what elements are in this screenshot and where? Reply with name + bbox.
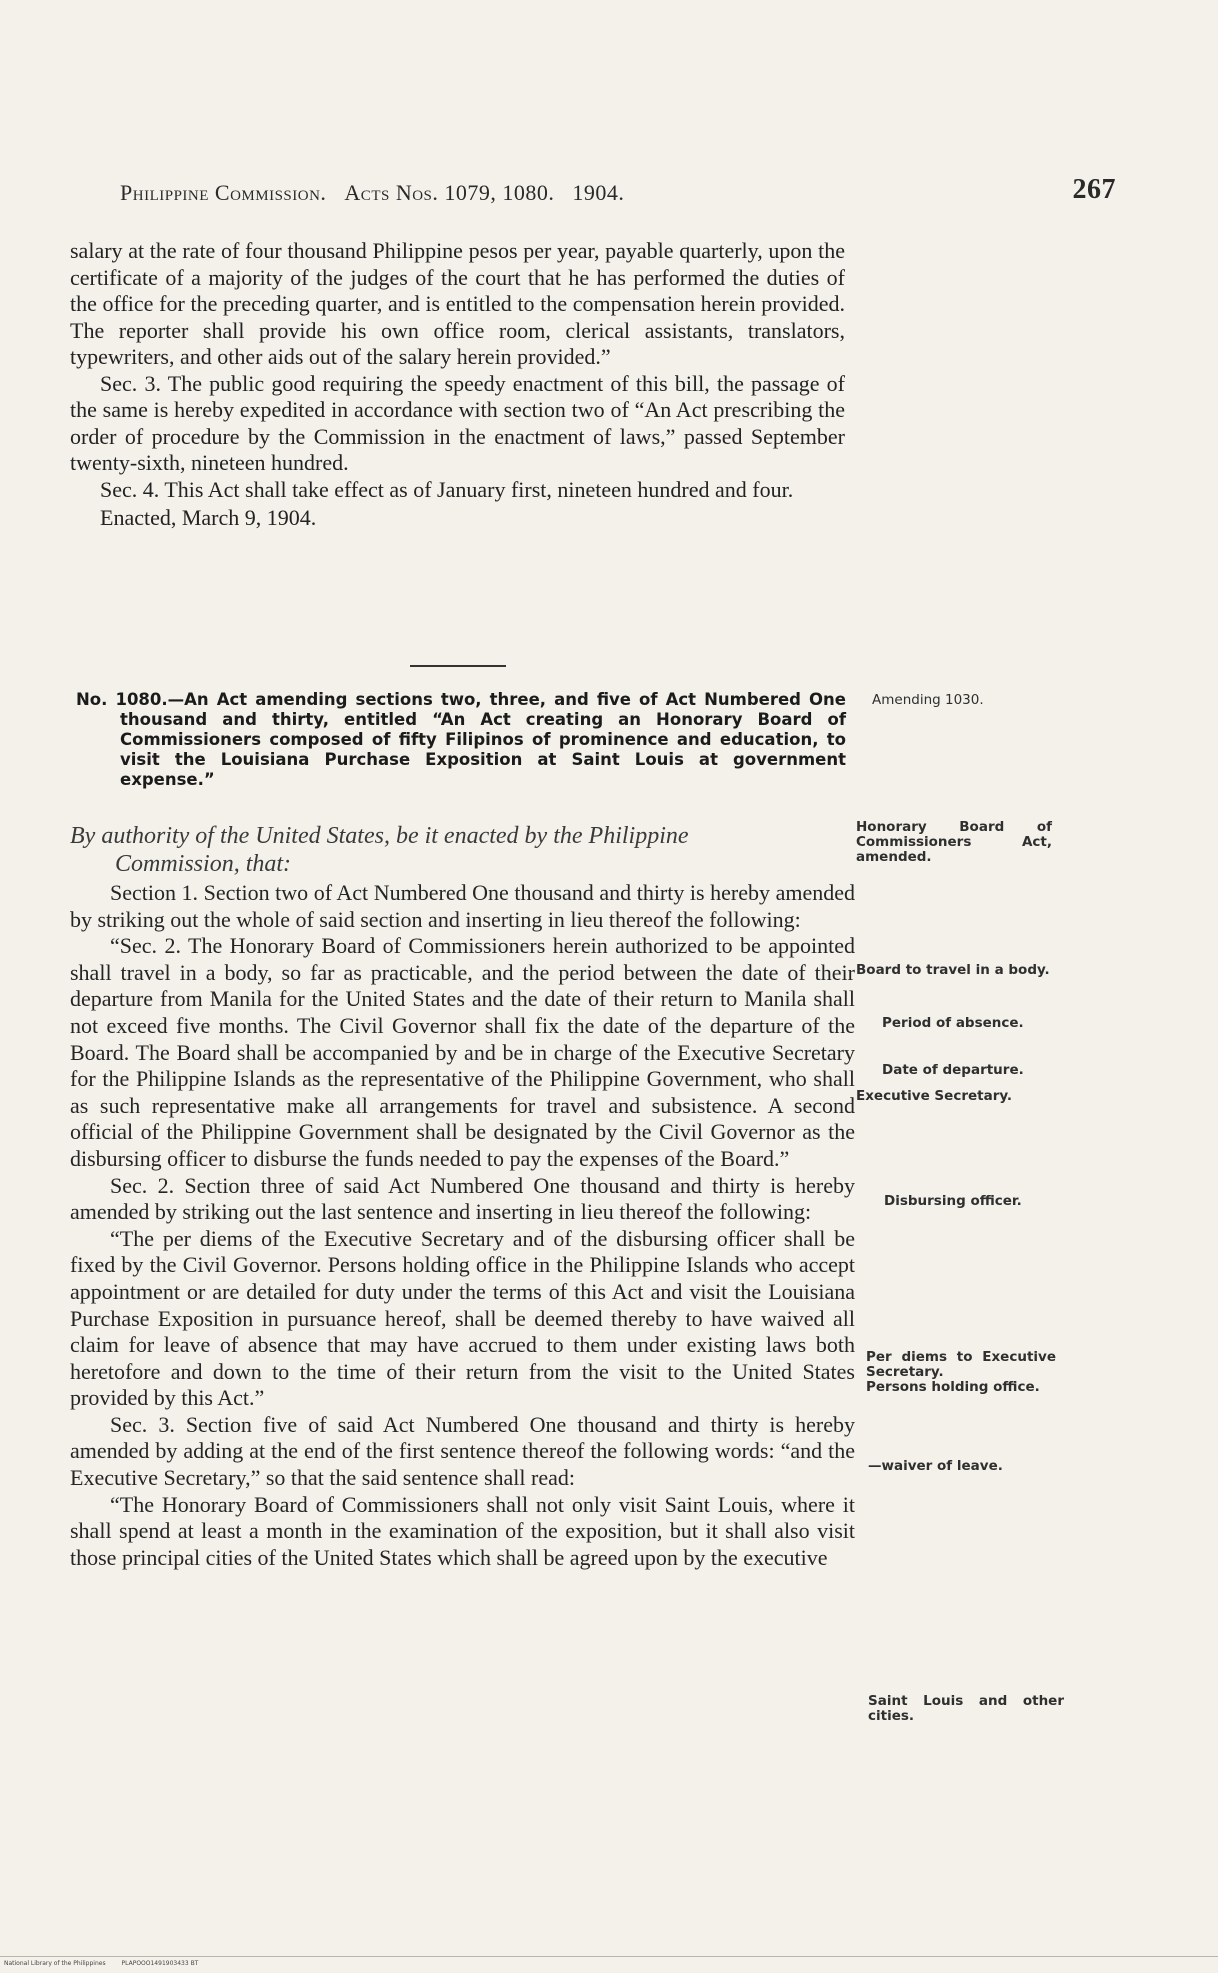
page-number: 267	[1072, 174, 1116, 205]
margin-note-persons-holding: Persons holding office.	[866, 1379, 1040, 1395]
section-4-paragraph: Sec. 4. This Act shall take effect as of January first, nineteen hundred and four.	[100, 476, 794, 502]
continuation-paragraph: salary at the rate of four thousand Philippine pesos per year, payable quarterly, upon the certificate of a majority of the judges of the court that he has performed the duties of the office for the preceding quarter, and is entitled to the compensation herein provided. The reporter shall provide his own office room, clerical assistants, translators, typewriters, and other aids out of the salary herein provided.”	[70, 238, 845, 369]
margin-note-waiver-leave: —waiver of leave.	[868, 1458, 1003, 1474]
act-title-text: —An Act amending sections two, three, and five of Act Numbered One thousand and thirty, entitled “An Act creating an Honorary Board of Commissioners composed of fifty Filipinos of prominence and education, to visit the Louisiana Purchase Exposition at Saint Louis at government expense.”	[120, 690, 846, 789]
running-head-year: 1904.	[572, 180, 625, 205]
section-3-paragraph: Sec. 3. The public good requiring the speedy enactment of this bill, the passage of the same is hereby expedited in accordance with section two of “An Act prescribing the order of procedure by the Commission in the enactment of laws,” passed September twenty-sixth, nineteen hundred.	[70, 370, 845, 475]
scan-bottom-edge	[0, 1956, 1218, 1957]
continuation-text	[70, 238, 845, 532]
act-sections	[70, 880, 855, 1571]
margin-note-honorary-board: Honorary Board of Commissioners Act, amended.	[856, 819, 1052, 865]
enacting-line-1: By authority of the United States, be it enacted by the Philippine	[70, 823, 689, 849]
running-head-commission: Philippine Commission.	[120, 180, 327, 205]
per-diems-quoted-paragraph: “The per diems of the Executive Secretary and of the disbursing officer shall be fixed by the Civil Governor. Persons holding office in the Philippine Islands who accept appointment or are detailed for duty under the terms of this Act and visit the Louisiana Purchase Exposition in pursuance hereof, shall be deemed thereby to have waived all claim for leave of absence that may have accrued to them under existing laws both heretofore and down to the time of their return from the visit to the United States provided by this Act.”	[70, 1225, 855, 1411]
section-5-quoted-paragraph: “The Honorary Board of Commissioners shall not only visit Saint Louis, where it shall spend at least a month in the examination of the exposition, but it shall also visit those principal cities of the United States which shall be agreed upon by the executive	[70, 1491, 855, 1570]
margin-note-date-departure: Date of departure.	[882, 1062, 1024, 1078]
running-head-title	[120, 180, 624, 206]
section-divider	[410, 665, 506, 667]
act-title	[76, 690, 846, 790]
enacting-clause	[70, 822, 845, 878]
running-head-acts: Acts Nos. 1079, 1080.	[344, 180, 555, 205]
footer-library: National Library of the Philippines	[4, 1960, 106, 1967]
margin-note-amending: Amending 1030.	[872, 692, 984, 708]
margin-note-saint-louis: Saint Louis and other cities.	[868, 1693, 1064, 1724]
act-number: No. 1080.	[76, 690, 168, 709]
enacted-line: Enacted, March 9, 1904.	[100, 505, 317, 530]
section-2-paragraph: Sec. 2. Section three of said Act Numbered One thousand and thirty is hereby amended by striking out the last sentence and inserting in lieu thereof the following:	[70, 1172, 855, 1225]
scan-footer	[4, 1960, 212, 1967]
footer-identifier: PLAPOOO1491903433 BT	[121, 1960, 199, 1967]
margin-note-period-absence: Period of absence.	[882, 1015, 1024, 1031]
margin-note-executive-secretary: Executive Secretary.	[856, 1088, 1013, 1104]
section-3-amend-paragraph: Sec. 3. Section five of said Act Numbered One thousand and thirty is hereby amended by adding at the end of the first sentence thereof the following words: “and the Executive Secretary,” so that the said sentence shall read:	[70, 1411, 855, 1491]
margin-note-board-travel: Board to travel in a body.	[856, 962, 1050, 978]
enacting-line-2: Commission, that:	[115, 851, 292, 877]
section-1-paragraph: Section 1. Section two of Act Numbered One thousand and thirty is hereby amended by striking out the whole of said section and inserting in lieu thereof the following:	[70, 880, 855, 932]
section-2-quoted-paragraph: “Sec. 2. The Honorary Board of Commissioners herein authorized to be appointed shall travel in a body, so far as practicable, and the period between the date of their departure from Manila for the United States and the date of their return to Manila shall not exceed five months. The Civil Governor shall fix the date of the departure of the Board. The Board shall be accompanied by and be in charge of the Executive Secretary for the Philippine Islands as the representative of the Philippine Government, who shall as such representative make all arrangements for travel and subsistence. A second official of the Philippine Government shall be designated by the Civil Governor as the disbursing officer to disburse the funds needed to pay the expenses of the Board.”	[70, 933, 855, 1171]
margin-note-per-diems: Per diems to Executive Secretary.	[866, 1349, 1056, 1380]
margin-note-disbursing-officer: Disbursing officer.	[884, 1193, 1022, 1209]
